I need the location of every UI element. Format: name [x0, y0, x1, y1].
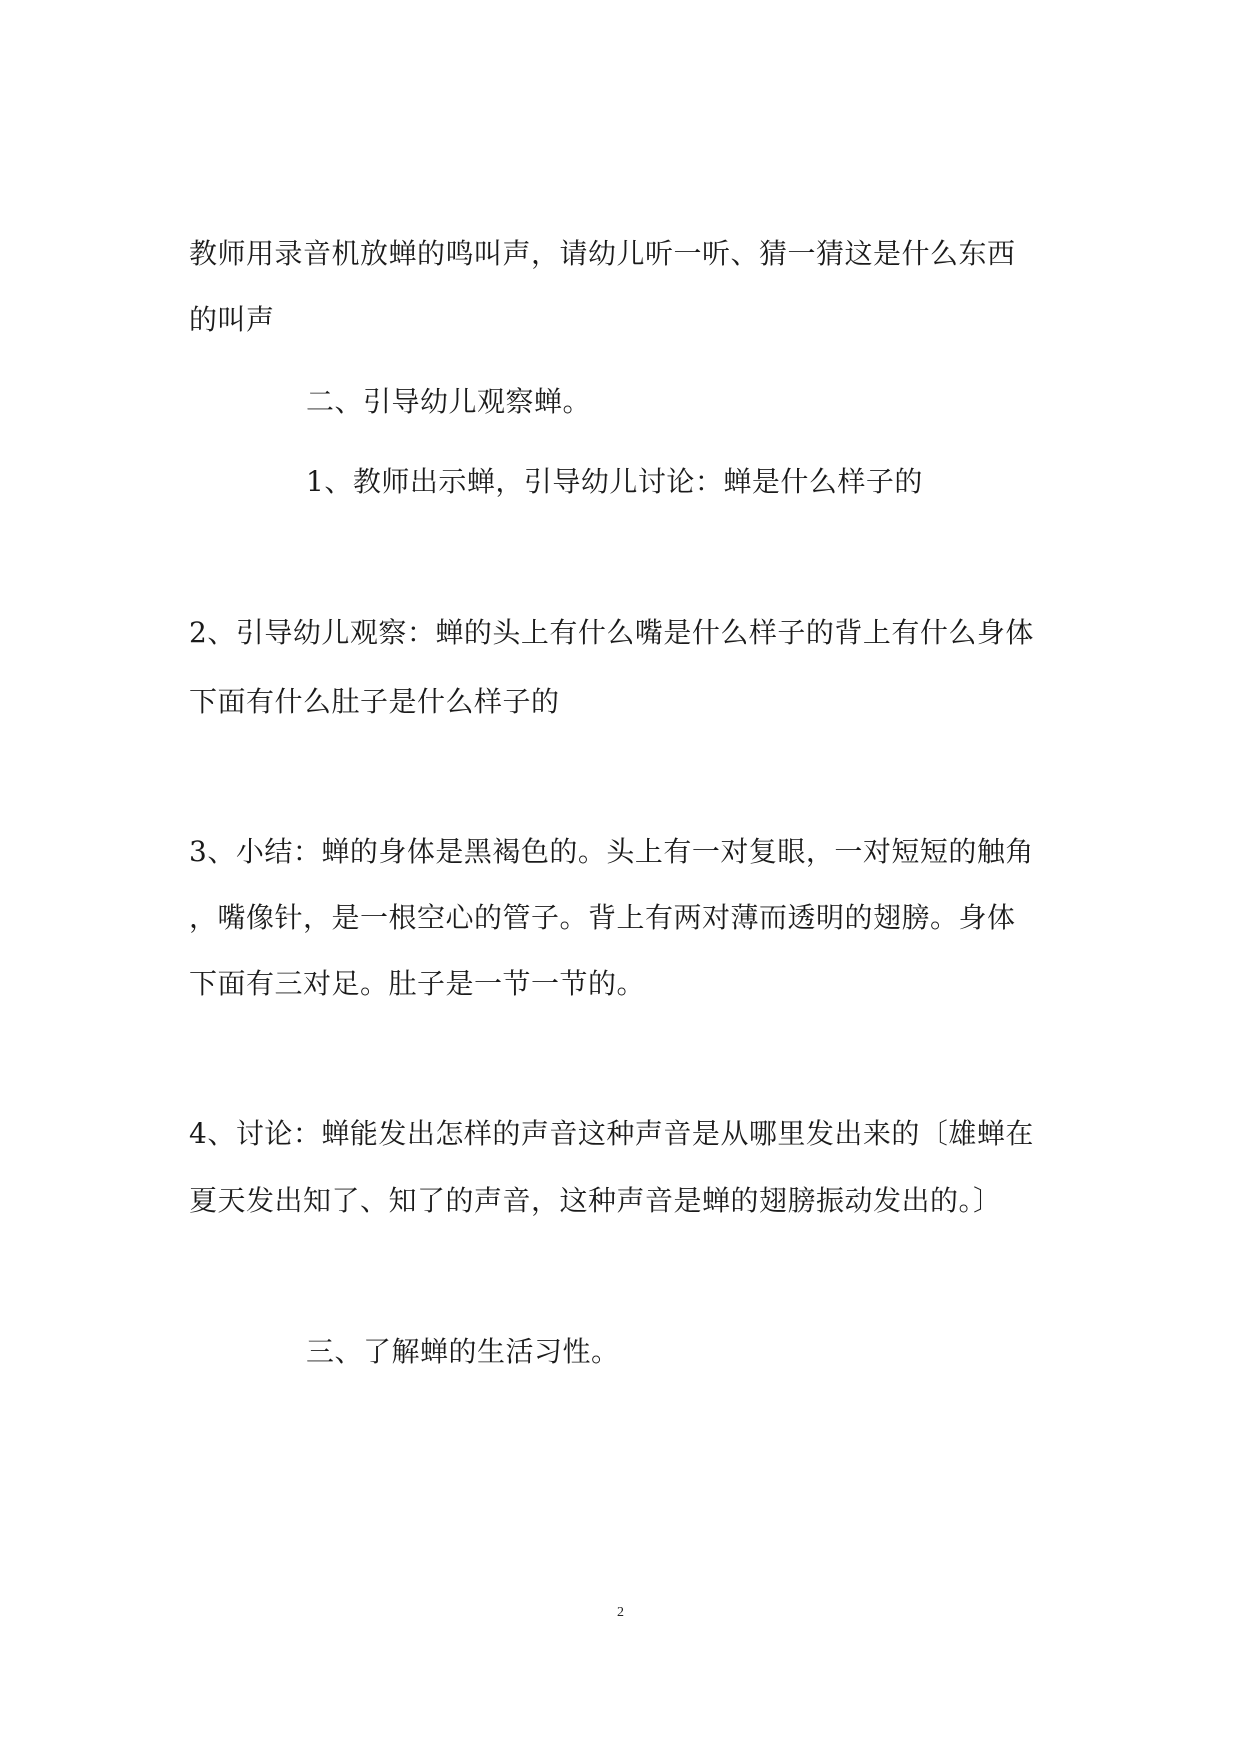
body-text-line: 下面有三对足。肚子是一节一节的。	[189, 967, 646, 1000]
body-text-line: ，嘴像针，是一根空心的管子。背上有两对薄而透明的翅膀。身体	[189, 901, 1016, 934]
section-heading: 二、引导幼儿观察蝉。	[306, 385, 592, 418]
body-text-line: 教师用录音机放蝉的鸣叫声，请幼儿听一听、猜一猜这是什么东西	[189, 237, 1016, 270]
body-text-line: 下面有什么肚子是什么样子的	[189, 685, 560, 718]
list-item: 2、引导幼儿观察：蝉的头上有什么嘴是什么样子的背上有什么身体	[189, 616, 1034, 649]
section-heading: 三、了解蝉的生活习性。	[306, 1335, 620, 1368]
list-item: 1、教师出示蝉，引导幼儿讨论：蝉是什么样子的	[306, 465, 923, 498]
page-number: 2	[617, 1605, 624, 1620]
body-text-line: 的叫声	[189, 303, 275, 336]
list-item: 4、讨论：蝉能发出怎样的声音这种声音是从哪里发出来的〔雄蝉在	[189, 1117, 1034, 1150]
list-item: 3、小结：蝉的身体是黑褐色的。头上有一对复眼，一对短短的触角	[189, 835, 1034, 868]
body-text-line: 夏天发出知了、知了的声音，这种声音是蝉的翅膀振动发出的。〕	[189, 1184, 1002, 1217]
